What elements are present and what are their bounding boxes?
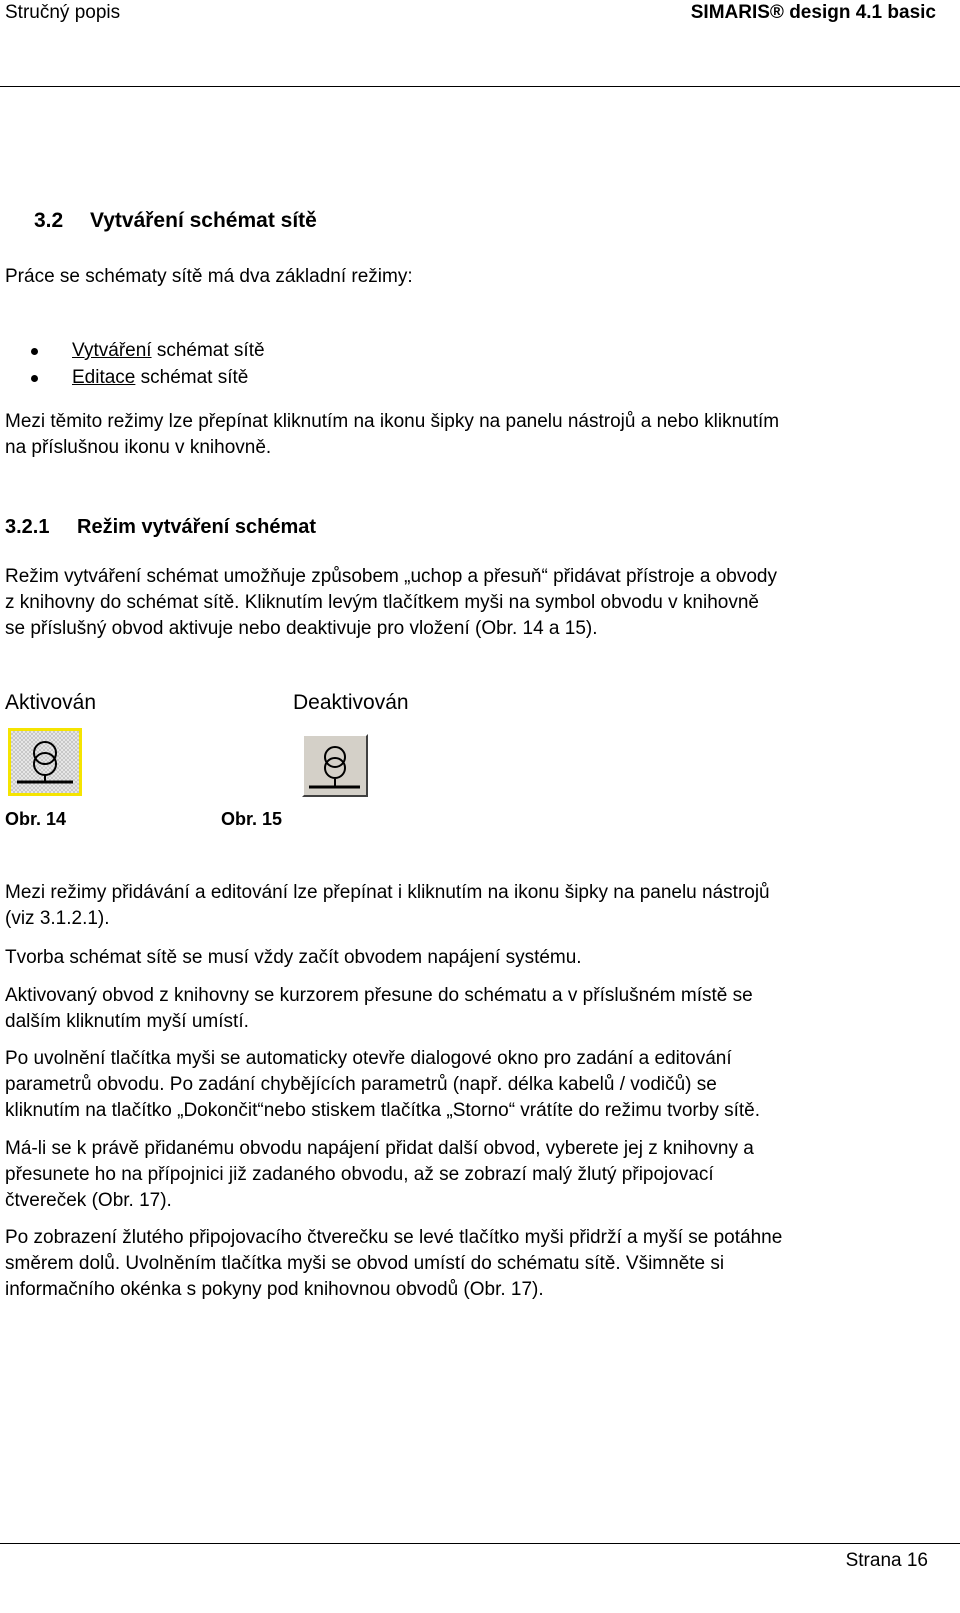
body-paragraph [5, 1225, 950, 1303]
section-number: 3.2 [34, 209, 64, 232]
footer-divider [0, 1543, 960, 1544]
transformer-icon [304, 736, 366, 795]
text-line: na příslušnou ikonu v knihovně. [5, 437, 272, 458]
bullet-icon [31, 375, 38, 382]
text-line: (viz 3.1.2.1). [5, 908, 110, 929]
text-line: dalším kliknutím myší umístí. [5, 1011, 249, 1032]
text-line: směrem dolů. Uvolněním tlačítka myši se obvod umístí do schématu sítě. Všimněte si [5, 1253, 725, 1274]
mode-text: schémat sítě [135, 367, 249, 388]
active-label: Aktivován [5, 691, 97, 714]
mode-list-item [0, 338, 265, 365]
text-line: Režim vytváření schémat umožňuje způsobem „uchop a přesuň“ přidávat přístroje a obvody [5, 566, 777, 587]
page-number: Strana 16 [845, 1550, 928, 1571]
description-paragraph [5, 564, 950, 642]
mode-text: schémat sítě [151, 340, 265, 361]
text-line: Má-li se k právě přidanému obvodu napájení přidat další obvod, vyberete jej z knihovny a [5, 1138, 754, 1159]
subsection-number: 3.2.1 [5, 516, 50, 538]
transformer-icon [11, 731, 79, 793]
bullet-icon [31, 348, 38, 355]
body-paragraph [5, 945, 950, 971]
active-circuit-button[interactable] [8, 728, 82, 796]
inactive-circuit-button[interactable] [302, 734, 368, 797]
body-paragraph [5, 1136, 950, 1214]
text-line: Mezi těmito režimy lze přepínat kliknutím na ikonu šipky na panelu nástrojů a nebo kliknutím [5, 411, 780, 432]
header-product-name: SIMARIS® design 4.1 basic [690, 2, 936, 23]
subsection-title: Režim vytváření schémat [77, 516, 317, 538]
switch-paragraph [5, 409, 950, 461]
subsection-heading [5, 514, 316, 540]
figure-caption-15: Obr. 15 [221, 809, 283, 829]
text-line: Po zobrazení žlutého připojovacího čtverečku se levé tlačítko myši přidrží a myší se potáhne [5, 1227, 783, 1248]
inactive-label: Deaktivován [293, 691, 409, 714]
header-doc-type: Stručný popis [5, 2, 121, 23]
mode-list [0, 338, 265, 392]
text-line: Aktivovaný obvod z knihovny se kurzorem přesune do schématu a v příslušném místě se [5, 985, 753, 1006]
section-heading [34, 208, 317, 234]
body-paragraph [5, 880, 950, 932]
text-line: Tvorba schémat sítě se musí vždy začít obvodem napájení systému. [5, 947, 582, 968]
text-line: Po uvolnění tlačítka myši se automaticky otevře dialogové okno pro zadání a editování [5, 1048, 732, 1069]
text-line: parametrů obvodu. Po zadání chybějících parametrů (např. délka kabelů / vodičů) se [5, 1074, 717, 1095]
text-line: se příslušný obvod aktivuje nebo deaktivuje pro vložení (Obr. 14 a 15). [5, 618, 598, 639]
mode-list-item [0, 365, 265, 392]
mode-link-edit[interactable]: Editace [72, 367, 136, 388]
section-title: Vytváření schémat sítě [90, 209, 317, 232]
text-line: Mezi režimy přidávání a editování lze přepínat i kliknutím na ikonu šipky na panelu nástrojů [5, 882, 770, 903]
text-line: z knihovny do schémat sítě. Kliknutím levým tlačítkem myši na symbol obvodu v knihovně [5, 592, 759, 613]
body-paragraph [5, 1046, 950, 1124]
text-line: čtvereček (Obr. 17). [5, 1190, 172, 1211]
text-line: kliknutím na tlačítko „Dokončit“nebo stiskem tlačítka „Storno“ vrátíte do režimu tvorby sítě. [5, 1100, 760, 1121]
body-paragraph [5, 983, 950, 1035]
header-divider [0, 86, 960, 87]
figure-caption-14: Obr. 14 [5, 809, 67, 829]
text-line: přesunete ho na přípojnici již zadaného obvodu, až se zobrazí malý žlutý připojovací [5, 1164, 714, 1185]
intro-text: Práce se schématy sítě má dva základní režimy: [5, 266, 413, 287]
mode-link-create[interactable]: Vytváření [72, 340, 152, 361]
text-line: informačního okénka s pokyny pod knihovnou obvodů (Obr. 17). [5, 1279, 544, 1300]
